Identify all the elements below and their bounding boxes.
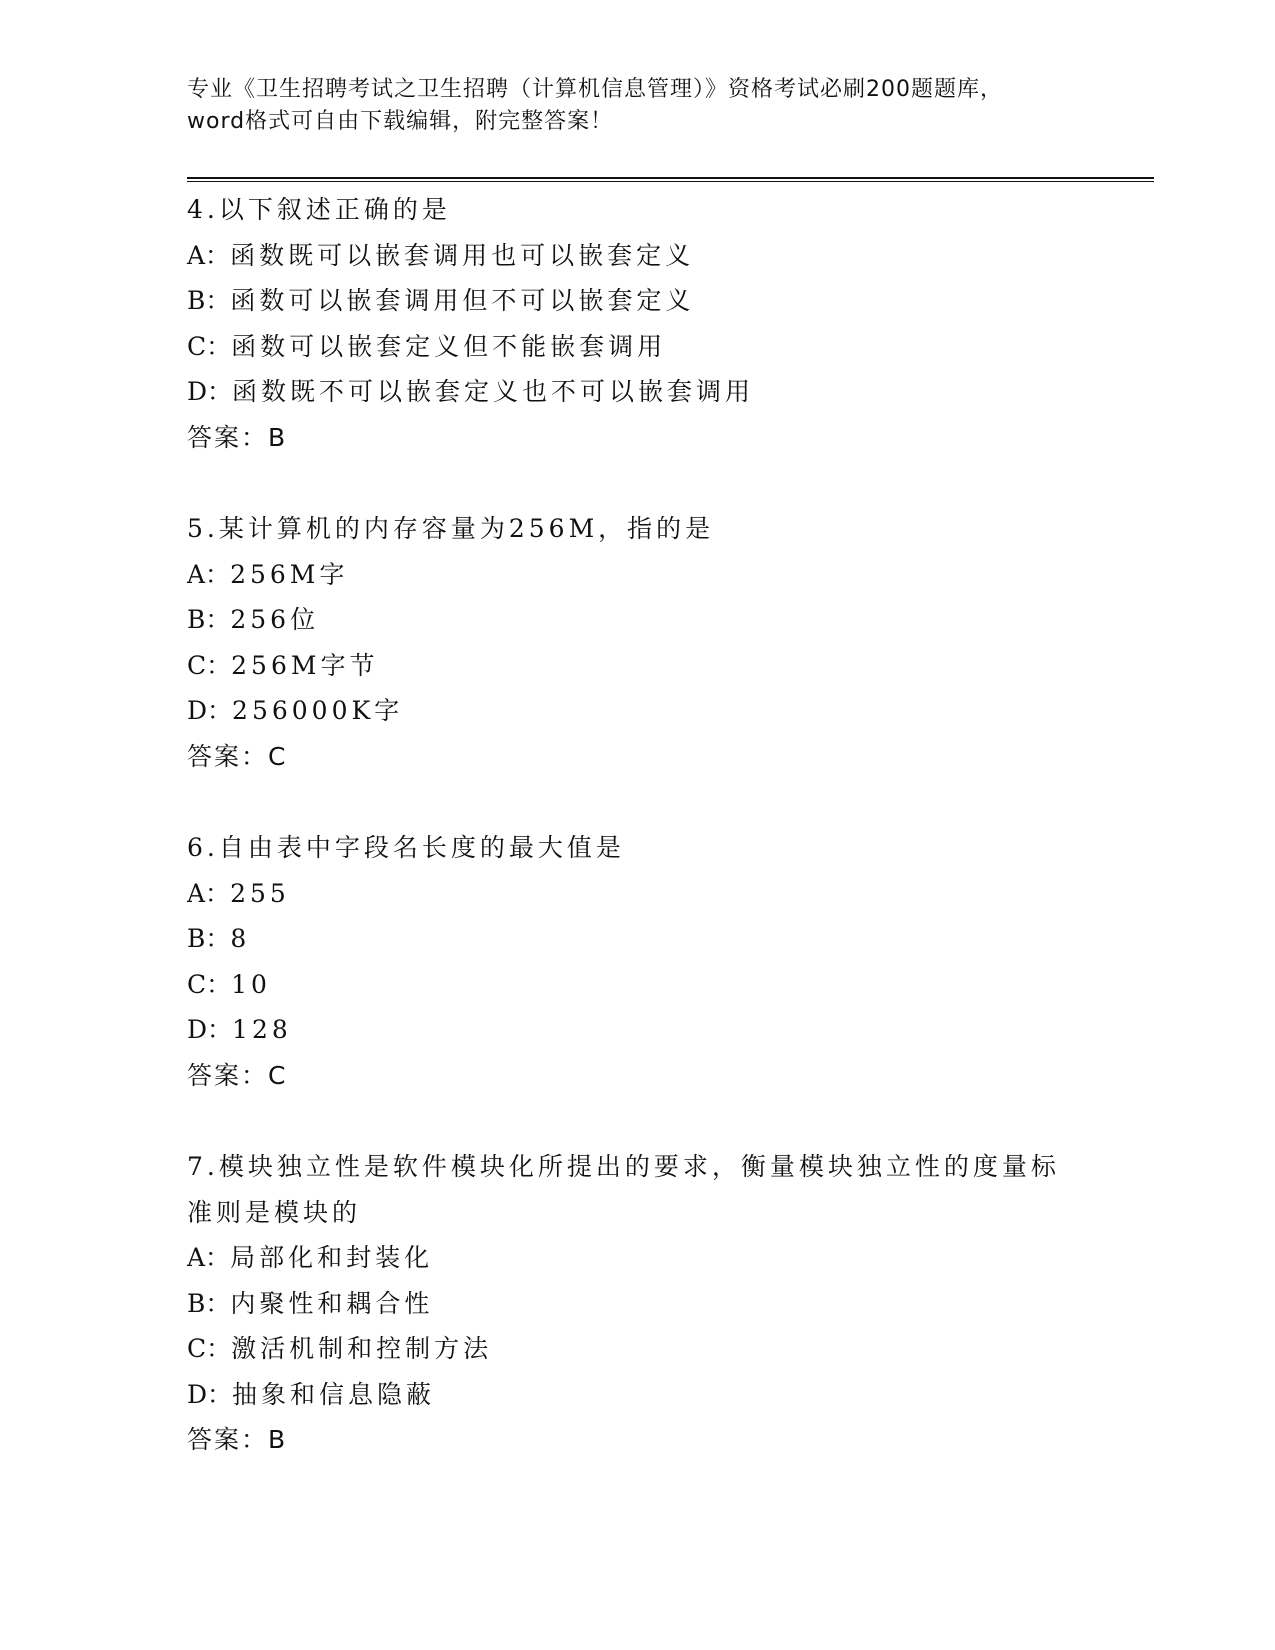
option-a	[187, 233, 1087, 279]
option-key: A：	[187, 559, 231, 589]
option-key: B：	[187, 605, 231, 634]
option-b	[187, 278, 1087, 324]
option-key: D：	[187, 1015, 233, 1044]
option-key: B：	[187, 286, 231, 315]
option-c	[187, 324, 1087, 370]
question-5	[187, 506, 1087, 779]
option-d	[187, 1372, 1087, 1418]
option-a	[187, 1235, 1087, 1281]
option-text: 256位	[230, 605, 320, 634]
option-key: A：	[187, 878, 231, 908]
option-text: 128	[232, 1015, 292, 1044]
document-header	[187, 74, 1087, 138]
question-stem: 4.以下叙述正确的是	[187, 195, 451, 224]
option-key: D：	[187, 1379, 233, 1409]
option-text: 函数既可以嵌套调用也可以嵌套定义	[230, 240, 695, 270]
option-key: C：	[187, 650, 232, 680]
option-text: 激活机制和控制方法	[231, 1334, 493, 1363]
option-text: 255	[230, 878, 290, 908]
question-stem: 6.自由表中字段名长度的最大值是	[187, 833, 625, 862]
option-a	[187, 871, 1087, 917]
option-key: D：	[187, 377, 233, 406]
option-text: 10	[231, 969, 271, 999]
option-c	[187, 962, 1087, 1008]
question-list	[187, 187, 1087, 1509]
option-key: D：	[187, 696, 233, 725]
option-text: 函数可以嵌套定义但不能嵌套调用	[231, 331, 667, 361]
option-text: 256M字节	[231, 650, 379, 680]
option-b	[187, 916, 1087, 962]
option-b	[187, 597, 1087, 643]
option-c	[187, 643, 1087, 689]
option-d	[187, 1007, 1087, 1053]
header-line-1: 专业《卫生招聘考试之卫生招聘（计算机信息管理）》资格考试必刷200题题库，	[187, 77, 1003, 102]
option-key: A：	[187, 1243, 231, 1272]
option-d	[187, 688, 1087, 734]
answer-line: 答案：B	[187, 422, 288, 452]
question-4	[187, 187, 1087, 460]
answer-line: 答案：C	[187, 741, 288, 771]
option-text: 函数可以嵌套调用但不可以嵌套定义	[230, 286, 695, 315]
question-stem-continued: 准则是模块的	[187, 1197, 362, 1227]
option-text: 8	[230, 924, 251, 953]
question-stem: 7.模块独立性是软件模块化所提出的要求，衡量模块独立性的度量标	[187, 1152, 1060, 1181]
option-a	[187, 552, 1087, 598]
option-text: 256000K字	[232, 696, 404, 725]
option-text: 抽象和信息隐蔽	[232, 1379, 436, 1409]
header-divider	[187, 177, 1154, 182]
option-key: C：	[187, 331, 232, 361]
option-b	[187, 1281, 1087, 1327]
option-text: 内聚性和耦合性	[230, 1288, 434, 1318]
option-d	[187, 369, 1087, 415]
option-key: C：	[187, 969, 232, 999]
option-c	[187, 1326, 1087, 1372]
question-6	[187, 825, 1087, 1098]
option-text: 局部化和封装化	[230, 1243, 434, 1272]
option-key: B：	[187, 1288, 231, 1318]
question-stem: 5.某计算机的内存容量为256M，指的是	[187, 514, 715, 543]
answer-line: 答案：B	[187, 1425, 288, 1454]
answer-line: 答案：C	[187, 1060, 288, 1090]
option-key: C：	[187, 1334, 232, 1363]
option-key: B：	[187, 924, 231, 953]
option-text: 函数既不可以嵌套定义也不可以嵌套调用	[232, 377, 755, 406]
option-key: A：	[187, 240, 231, 270]
question-7	[187, 1144, 1087, 1463]
header-line-2: word格式可自由下载编辑，附完整答案！	[187, 109, 614, 134]
option-text: 256M字	[230, 559, 349, 589]
